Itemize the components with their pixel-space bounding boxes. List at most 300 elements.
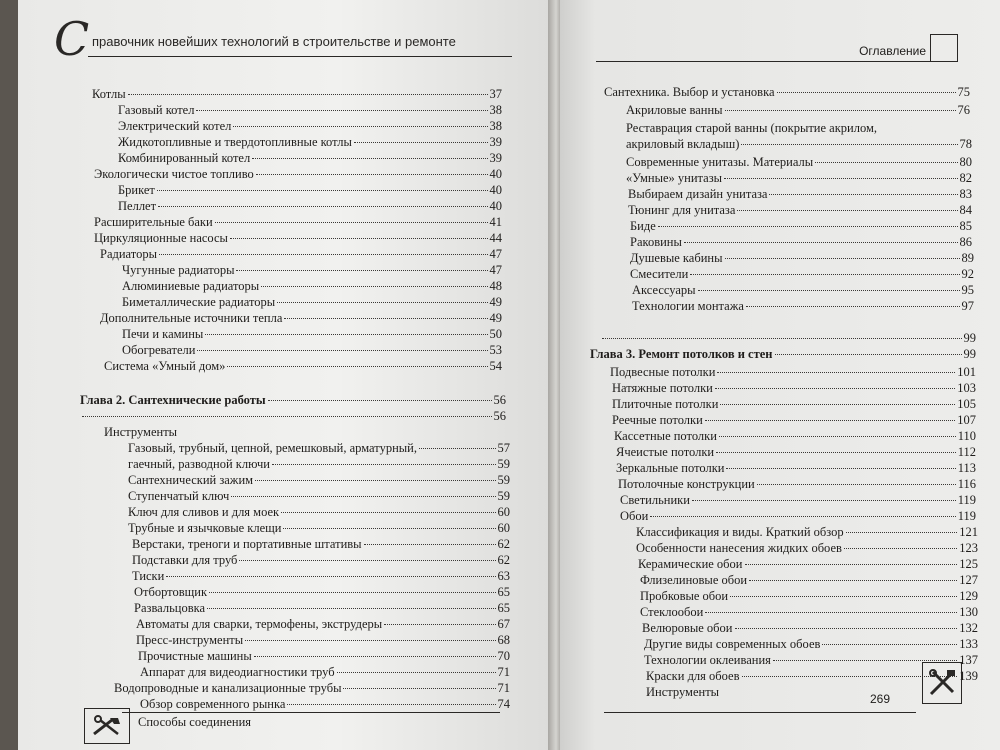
toc-entry [626,154,972,170]
toc-entry [140,664,510,680]
toc-entry-title: Подставки для труб [132,553,238,567]
toc-entry-page: 99 [963,347,976,361]
toc-entry-title: Тюнинг для унитаза [628,203,736,217]
toc-leader-dots [773,660,957,661]
toc-leader-dots [658,226,958,227]
toc-leader-dots [207,608,495,609]
toc-entry-page: 110 [957,429,976,443]
toc-entry-title: Аппарат для видеодиагностики труб [140,665,335,679]
toc-leader-dots [159,254,488,255]
toc-entry-title: Флизелиновые обои [640,573,748,587]
toc-entry [632,282,974,298]
toc-entry-title: Верстаки, треноги и портативные штативы [132,537,362,551]
toc-entry [616,444,976,460]
toc-leader-dots [268,400,492,401]
toc-entry-title: Акриловые ванны [626,103,723,117]
toc-entry-title: Способы соединения [138,715,252,729]
toc-entry-page: 129 [959,589,978,603]
toc-leader-dots [197,350,487,351]
toc-leader-dots [230,238,488,239]
header-box [930,34,958,62]
toc-entry-page: 38 [489,119,502,133]
toc-leader-dots [741,144,957,145]
toc-entry-title: Раковины [630,235,682,249]
toc-entry [122,278,502,294]
toc-leader-dots [277,302,487,303]
toc-entry [128,472,510,488]
toc-entry-page: 84 [959,203,972,217]
toc-leader-dots [287,704,495,705]
toc-entry [128,488,510,504]
footer-rule [122,712,500,713]
toc-entry-title: Выбираем дизайн унитаза [628,187,768,201]
toc-entry-page: 40 [489,183,502,197]
toc-leader-dots [343,688,495,689]
toc-entry-page: 112 [957,445,976,459]
toc-leader-dots [602,338,962,339]
toc-leader-dots [846,532,958,533]
toc-entry [118,118,502,134]
toc-entry [122,294,502,310]
toc-entry-page: 59 [497,473,510,487]
toc-entry [626,102,970,118]
toc-entry-title: Комбинированный котел [118,151,251,165]
toc-entry-page: 48 [489,279,502,293]
toc-entry-title: Кассетные потолки [614,429,717,443]
toc-entry [616,460,976,476]
toc-entry-title: Отбортовщик [134,585,208,599]
toc-entry-title: Потолочные конструкции [618,477,755,491]
toc-entry-page: 49 [489,295,502,309]
right-page [560,0,1000,750]
toc-entry-title: гаечный, разводной ключи [128,457,270,471]
toc-entry-page: 89 [961,251,974,265]
toc-entry-title: Ячеистые потолки [616,445,715,459]
toc-entry-page: 67 [497,617,510,631]
toc-entry-page: 75 [957,85,970,99]
toc-entry [136,616,510,632]
toc-leader-dots [705,420,955,421]
toc-entry-page: 56 [493,393,506,407]
toc-leader-dots [281,512,495,513]
toc-leader-dots [719,436,956,437]
toc-entry-page: 119 [957,509,976,523]
toc-entry-page: 44 [489,231,502,245]
toc-entry [630,250,974,266]
toc-entry [136,632,510,648]
toc-entry-title: Сантехнический зажим [128,473,254,487]
toc-leader-dots [720,404,955,405]
toc-leader-dots [749,580,957,581]
right-running-head [560,40,1000,62]
toc-entry [610,364,976,380]
toc-entry [80,392,506,408]
toc-entry-page: 130 [959,605,978,619]
toc-entry-title: Особенности нанесения жидких обоев [636,541,842,555]
toc-entry-title: Ступенчатый ключ [128,489,230,503]
toc-entry [132,568,510,584]
toc-entry-page: 65 [497,585,510,599]
toc-entry-title: Смесители [630,267,689,281]
toc-entry [118,182,502,198]
toc-leader-dots [256,174,488,175]
toc-leader-dots [735,628,958,629]
toc-entry [128,504,510,520]
toc-entry-page: 40 [489,167,502,181]
toc-entry [644,636,978,652]
toc-entry-title: Пресс-инструменты [136,633,244,647]
toc-leader-dots [717,372,955,373]
toc-leader-dots [684,242,958,243]
toc-entry-page: 121 [959,525,978,539]
toc-entry-title: Реечные потолки [612,413,703,427]
toc-entry-title: Печи и камины [122,327,204,341]
toc-leader-dots [196,110,487,111]
toc-entry-page: 97 [961,299,974,313]
toc-entry [628,186,972,202]
toc-entry-title: Трубные и язычковые клещи [128,521,282,535]
toc-entry [138,714,498,730]
toc-leader-dots [254,656,496,657]
toc-entry-page: 139 [959,669,978,683]
toc-entry [140,696,510,712]
toc-entry-page: 71 [497,681,510,695]
toc-entry-page: 105 [957,397,976,411]
toc-entry-page: 56 [493,409,506,423]
toc-entry-title: Дополнительные источники тепла [100,311,283,325]
toc-entry [94,166,502,182]
toc-entry-page: 80 [959,155,972,169]
toc-leader-dots [650,516,955,517]
toc-leader-dots [227,366,487,367]
toc-leader-dots [261,286,487,287]
toc-entry [638,556,978,572]
toc-entry-title: Жидкотопливные и твердотопливные котлы [118,135,352,149]
toc-leader-dots [231,496,495,497]
toc-entry-page: 78 [959,137,972,151]
toc-leader-dots [725,110,956,111]
toc-entry [114,680,510,696]
toc-leader-dots [715,388,955,389]
toc-leader-dots [726,468,955,469]
toc-entry [118,150,502,166]
left-page [18,0,552,750]
toc-entry-title: Другие виды современных обоев [644,637,821,651]
toc-entry [620,508,976,524]
toc-leader-dots [82,416,492,417]
toc-entry [128,520,510,536]
toc-entry-page: 95 [961,283,974,297]
toc-entry-title: Чугунные радиаторы [122,263,235,277]
toc-entry-title: Алюминиевые радиаторы [122,279,260,293]
toc-entry [632,298,974,314]
toc-entry [626,136,972,152]
toc-entry-page: 40 [489,199,502,213]
toc-entry [626,120,986,136]
toc-entry-title: Зеркальные потолки [616,461,725,475]
toc-entry [94,230,502,246]
toc-leader-dots [705,612,957,613]
toc-entry-title: Система «Умный дом» [104,359,226,373]
toc-entry-title: Развальцовка [134,601,206,615]
toc-entry-page: 70 [497,649,510,663]
toc-entry-page: 59 [497,489,510,503]
toc-entry-title: Инструменты [104,425,178,439]
toc-entry-title: Автоматы для сварки, термофены, экструдеры [136,617,383,631]
toc-entry-page: 71 [497,665,510,679]
toc-entry-title: Газовый, трубный, цепной, ремешковый, арматурный, [128,441,417,455]
toc-entry [612,412,976,428]
toc-entry-title: Экологически чистое топливо [94,167,254,181]
toc-entry-title: Сантехника. Выбор и установка [604,85,775,99]
toc-leader-dots [725,258,960,259]
toc-entry-title: Пеллет [118,199,157,213]
toc-entry [92,86,502,102]
header-rule [88,56,512,57]
toc-entry-page: 60 [497,521,510,535]
toc-entry-page: 41 [489,215,502,229]
toc-entry [620,492,976,508]
toc-entry-page: 119 [957,493,976,507]
toc-entry-title: Пробковые обои [640,589,729,603]
toc-entry [134,600,510,616]
toc-leader-dots [698,290,960,291]
toc-entry [138,648,510,664]
toc-entry-title: Современные унитазы. Материалы [626,155,814,169]
toc-entry-title: Душевые кабины [630,251,723,265]
toc-leader-dots [419,448,496,449]
toc-entry-title: Электрический котел [118,119,232,133]
toc-entry-page: 76 [957,103,970,117]
toc-entry-page: 63 [497,569,510,583]
toc-entry [640,588,978,604]
toc-entry-title: Газовый котел [118,103,195,117]
toc-entry-title: Велюровые обои [642,621,733,635]
running-head-title: правочник новейших технологий в строительстве и ремонте [92,34,456,49]
toc-entry-page: 54 [489,359,502,373]
toc-entry-title: Тиски [132,569,165,583]
toc-leader-dots [757,484,956,485]
toc-entry-title: Котлы [92,87,126,101]
toc-entry [100,310,502,326]
toc-entry-title: Циркуляционные насосы [94,231,228,245]
toc-leader-dots [233,126,487,127]
running-head-initial: С [54,12,90,66]
toc-entry [640,572,978,588]
toc-entry [134,584,510,600]
toc-entry-page: 101 [957,365,976,379]
toc-entry [122,342,502,358]
toc-entry-page: 62 [497,537,510,551]
running-head-title: Оглавление [859,44,926,58]
toc-leader-dots [272,464,496,465]
toc-entry-title: Краски для обоев [646,669,740,683]
toc-entry-page: 53 [489,343,502,357]
toc-leader-dots [745,564,958,565]
toc-entry-page: 92 [961,267,974,281]
toc-leader-dots [384,624,495,625]
toc-entry-page: 82 [959,171,972,185]
toc-entry [132,552,510,568]
toc-entry-page: 133 [959,637,978,651]
toc-entry-title: Аксессуары [632,283,696,297]
toc-entry [636,540,978,556]
toc-leader-dots [236,270,487,271]
toc-entry [118,102,502,118]
toc-entry [128,456,510,472]
toc-entry-title: Глава 3. Ремонт потолков и стен [590,347,773,361]
toc-leader-dots [730,596,957,597]
toc-entry-title: Керамические обои [638,557,743,571]
toc-leader-dots [716,452,956,453]
page-number: 269 [870,692,891,706]
toc-entry-title: Радиаторы [100,247,157,261]
toc-entry-title: Глава 2. Сантехнические работы [80,393,266,407]
toc-entry-page: 39 [489,135,502,149]
toc-entry-page: 62 [497,553,510,567]
toc-entry-page: 116 [957,477,976,491]
toc-entry-title: Ключ для сливов и для моек [128,505,280,519]
toc-entry-page: 49 [489,311,502,325]
toc-leader-dots [337,672,496,673]
toc-leader-dots [239,560,495,561]
toc-entry-page: 65 [497,601,510,615]
toc-leader-dots [692,500,956,501]
toc-entry-page: 137 [959,653,978,667]
header-rule [596,61,958,62]
toc-entry-title: Обогреватели [122,343,196,357]
toc-entry [100,246,502,262]
toc-entry-page: 86 [959,235,972,249]
toc-entry-title: Брикет [118,183,155,197]
toc-entry-page: 37 [489,87,502,101]
toc-entry-title: Биде [630,219,656,233]
toc-leader-dots [166,576,495,577]
toc-entry-title: Подвесные потолки [610,365,716,379]
toc-leader-dots [724,178,957,179]
toc-entry-title: Классификация и виды. Краткий обзор [636,525,844,539]
toc-entry-page: 132 [959,621,978,635]
toc-entry [628,202,972,218]
toc-entry [132,536,510,552]
toc-leader-dots [158,206,487,207]
toc-entry [590,346,976,362]
toc-leader-dots [746,306,960,307]
toc-entry [122,262,502,278]
toc-entry [118,198,502,214]
toc-leader-dots [205,334,487,335]
toc-entry-page: 47 [489,263,502,277]
toc-entry [630,234,972,250]
toc-entry-page: 60 [497,505,510,519]
toc-entry-title: Технологии оклеивания [644,653,771,667]
toc-entry [630,266,974,282]
toc-entry-title: Натяжные потолки [612,381,713,395]
toc-entry-page: 99 [963,331,976,345]
toc-entry-page: 39 [489,151,502,165]
toc-entry [612,380,976,396]
toc-leader-dots [215,222,488,223]
toc-entry-page: 47 [489,247,502,261]
toc-entry [104,424,464,440]
toc-entry-title: Технологии монтажа [632,299,744,313]
toc-entry-page: 38 [489,103,502,117]
toc-entry-page: 107 [957,413,976,427]
toc-entry [614,428,976,444]
toc-entry [128,440,510,456]
tools-icon [922,662,962,704]
toc-entry-page: 50 [489,327,502,341]
toc-entry-title: Плиточные потолки [612,397,719,411]
toc-entry-title: Биметаллические радиаторы [122,295,276,309]
toc-leader-dots [777,92,956,93]
toc-leader-dots [737,210,957,211]
toc-entry [612,396,976,412]
toc-leader-dots [209,592,495,593]
toc-entry-page: 83 [959,187,972,201]
toc-entry-page: 59 [497,457,510,471]
footer-rule [604,712,916,713]
toc-entry [618,476,976,492]
toc-leader-dots [822,644,957,645]
toc-entry [604,84,970,100]
toc-entry-title: Стеклообои [640,605,704,619]
toc-entry [600,330,976,346]
toc-entry-title: Расширительные баки [94,215,213,229]
toc-entry-page: 57 [497,441,510,455]
toc-entry-title: Прочистные машины [138,649,252,663]
toc-leader-dots [815,162,957,163]
toc-entry-title: Водопроводные и канализационные трубы [114,681,342,695]
toc-leader-dots [255,480,495,481]
toc-entry-page: 85 [959,219,972,233]
toc-entry-title: «Умные» унитазы [626,171,723,185]
toc-entry-page: 103 [957,381,976,395]
toc-entry-title: Инструменты [646,685,720,699]
toc-leader-dots [128,94,488,95]
toc-entry [80,408,506,424]
toc-entry [118,134,502,150]
toc-leader-dots [284,318,487,319]
toc-entry-page: 68 [497,633,510,647]
tools-icon [84,708,130,744]
toc-leader-dots [252,158,487,159]
toc-leader-dots [769,194,957,195]
toc-entry-page: 113 [957,461,976,475]
toc-entry [642,620,978,636]
toc-leader-dots [354,142,488,143]
toc-leader-dots [690,274,959,275]
toc-leader-dots [245,640,495,641]
toc-entry-page: 123 [959,541,978,555]
toc-entry [636,524,978,540]
toc-entry [640,604,978,620]
toc-entry-title: Реставрация старой ванны (покрытие акрилом, [626,121,878,135]
toc-entry-page: 127 [959,573,978,587]
toc-leader-dots [844,548,957,549]
toc-entry-title: Обзор современного рынка [140,697,286,711]
toc-entry [104,358,502,374]
toc-entry-title: акриловый вкладыш) [626,137,740,151]
toc-leader-dots [157,190,488,191]
toc-entry [626,170,972,186]
toc-leader-dots [775,354,962,355]
toc-entry [94,214,502,230]
toc-entry-page: 74 [497,697,510,711]
toc-entry [122,326,502,342]
toc-entry-title: Обои [620,509,649,523]
toc-entry-title: Светильники [620,493,690,507]
